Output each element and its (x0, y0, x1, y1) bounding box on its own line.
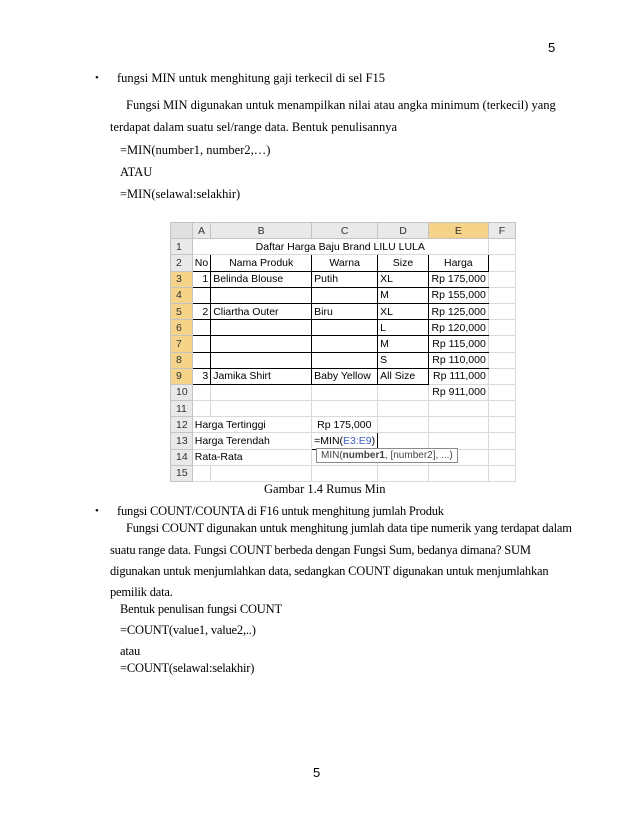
cell[interactable] (488, 465, 515, 481)
formula-cell[interactable] (312, 433, 378, 449)
sheet-row-1 (171, 239, 516, 255)
cell[interactable] (378, 433, 429, 449)
cell-harga[interactable]: Rp 115,000 (428, 336, 488, 352)
header-size[interactable]: Size (378, 255, 429, 271)
table-row (171, 271, 516, 287)
page-number-bottom: 5 (313, 765, 321, 780)
row-number[interactable]: 11 (171, 401, 193, 417)
table-row (171, 352, 516, 368)
cell-no[interactable]: 3 (192, 368, 210, 384)
select-all-corner[interactable] (171, 223, 193, 239)
sheet-row-12 (171, 417, 516, 433)
row-number[interactable]: 1 (171, 239, 193, 255)
cell-produk[interactable] (211, 336, 312, 352)
cell-no[interactable] (192, 352, 210, 368)
cell-produk[interactable] (211, 287, 312, 303)
cell[interactable] (211, 465, 312, 481)
cell-size[interactable]: M (378, 336, 429, 352)
cell-warna[interactable]: Putih (312, 271, 378, 287)
cell[interactable] (428, 433, 488, 449)
cell[interactable] (428, 465, 488, 481)
table-row (171, 303, 516, 319)
row-number[interactable]: 13 (171, 433, 193, 449)
cell[interactable] (378, 465, 429, 481)
cell-produk[interactable]: Cliartha Outer (211, 303, 312, 319)
cell[interactable] (428, 417, 488, 433)
section1-or: ATAU (120, 165, 153, 179)
row-number[interactable]: 5 (171, 303, 193, 319)
row-number[interactable]: 15 (171, 465, 193, 481)
bullet-icon: • (95, 505, 99, 517)
header-no[interactable]: No (192, 255, 210, 271)
cell-warna[interactable]: Baby Yellow (312, 368, 378, 384)
cell[interactable] (192, 465, 210, 481)
cell-no[interactable] (192, 336, 210, 352)
cell-size[interactable]: M (378, 287, 429, 303)
cell[interactable] (378, 384, 429, 400)
row-number[interactable]: 2 (171, 255, 193, 271)
cell[interactable] (211, 384, 312, 400)
cell[interactable] (192, 384, 210, 400)
cell-produk[interactable] (211, 352, 312, 368)
cell[interactable] (488, 239, 515, 255)
row-number[interactable]: 4 (171, 287, 193, 303)
column-header-row (171, 223, 516, 239)
total-harga[interactable]: Rp 911,000 (428, 384, 488, 400)
cell[interactable] (488, 384, 515, 400)
bullet-icon: • (95, 72, 99, 84)
sheet-row-13 (171, 433, 516, 449)
cell-warna[interactable] (312, 320, 378, 336)
sheet-row-15 (171, 465, 516, 481)
row-number[interactable]: 9 (171, 368, 193, 384)
cell[interactable] (428, 401, 488, 417)
table-row (171, 368, 516, 384)
cell-produk[interactable]: Jamika Shirt (211, 368, 312, 384)
cell[interactable] (488, 368, 515, 384)
cell-warna[interactable] (312, 287, 378, 303)
cell[interactable] (378, 401, 429, 417)
row-number[interactable]: 7 (171, 336, 193, 352)
cell-no[interactable]: 2 (192, 303, 210, 319)
cell[interactable] (488, 303, 515, 319)
cell[interactable] (312, 465, 378, 481)
sheet-row-10 (171, 384, 516, 400)
section1-syntax2: =MIN(selawal:selakhir) (120, 187, 241, 201)
section2-line1: Fungsi COUNT digunakan untuk menghitung jumlah data tipe numerik yang terdapat dalam (126, 521, 572, 535)
section2-heading: fungsi COUNT/COUNTA di F16 untuk menghitung jumlah Produk (117, 504, 444, 518)
cell[interactable] (488, 336, 515, 352)
column-header-b[interactable]: B (211, 223, 312, 239)
cell-size[interactable]: XL (378, 303, 429, 319)
row-number[interactable]: 10 (171, 384, 193, 400)
cell-harga[interactable]: Rp 155,000 (428, 287, 488, 303)
row-number[interactable]: 14 (171, 449, 193, 465)
column-header-c[interactable]: C (312, 223, 378, 239)
cell[interactable] (488, 417, 515, 433)
cell-harga[interactable]: Rp 120,000 (428, 320, 488, 336)
row-number[interactable]: 6 (171, 320, 193, 336)
cell-size[interactable]: S (378, 352, 429, 368)
column-header-d[interactable]: D (378, 223, 429, 239)
formula-prefix: =MIN( (314, 435, 344, 448)
section2-line4: pemilik data. (110, 585, 173, 599)
section1-line2: terdapat dalam suatu sel/range data. Bentuk penulisannya (110, 120, 398, 134)
table-row (171, 287, 516, 303)
row-number[interactable]: 8 (171, 352, 193, 368)
label-harga-tertinggi[interactable]: Harga Tertinggi (192, 417, 311, 433)
cell-size[interactable]: All Size (378, 368, 429, 384)
cell-harga[interactable]: Rp 175,000 (428, 271, 488, 287)
cell-warna[interactable] (312, 352, 378, 368)
cell[interactable] (312, 384, 378, 400)
section2-syntax2: =COUNT(selawal:selakhir) (120, 661, 255, 675)
cell-harga[interactable]: Rp 111,000 (428, 368, 488, 384)
section1-line1: Fungsi MIN digunakan untuk menampilkan nilai atau angka minimum (terkecil) yang (126, 98, 556, 112)
cell[interactable] (488, 255, 515, 271)
label-rata-rata[interactable]: Rata-Rata (192, 449, 311, 465)
label-harga-terendah[interactable]: Harga Terendah (192, 433, 311, 449)
section2-syntax1: =COUNT(value1, value2,..) (120, 623, 256, 637)
cell[interactable] (488, 320, 515, 336)
cell-size[interactable]: L (378, 320, 429, 336)
cell-warna[interactable] (312, 336, 378, 352)
column-header-a[interactable]: A (192, 223, 210, 239)
cell[interactable] (488, 401, 515, 417)
cell[interactable] (378, 417, 429, 433)
header-nama-produk[interactable]: Nama Produk (211, 255, 312, 271)
cell[interactable] (488, 449, 515, 465)
header-warna[interactable]: Warna (312, 255, 378, 271)
section2-or: atau (120, 644, 141, 658)
page-number-top: 5 (548, 40, 556, 55)
tooltip-fn: MIN( (321, 450, 343, 461)
cell-harga[interactable]: Rp 110,000 (428, 352, 488, 368)
cell-harga[interactable]: Rp 125,000 (428, 303, 488, 319)
table-row (171, 320, 516, 336)
formula-range-ref: E3:E9 (343, 435, 372, 448)
section2-line2: suatu range data. Fungsi COUNT berbeda dengan Fungsi Sum, bedanya dimana? SUM (110, 543, 531, 557)
cell[interactable] (192, 401, 210, 417)
tooltip-rest: , [number2], ...) (384, 450, 453, 461)
header-harga[interactable]: Harga (428, 255, 488, 271)
column-header-e[interactable]: E (428, 223, 488, 239)
tooltip-arg-active: number1 (342, 450, 385, 461)
section1-syntax1: =MIN(number1, number2,…) (120, 143, 271, 157)
section2-line3: digunakan untuk menjumlahkan data, sedangkan COUNT digunakan untuk menjumlahkan (110, 564, 549, 578)
section1-heading: fungsi MIN untuk menghitung gaji terkecil di sel F15 (117, 71, 386, 85)
cell-produk[interactable]: Belinda Blouse (211, 271, 312, 287)
row-number[interactable]: 3 (171, 271, 193, 287)
cell-size[interactable]: XL (378, 271, 429, 287)
cell-no[interactable]: 1 (192, 271, 210, 287)
sheet-row-2 (171, 255, 516, 271)
cell[interactable] (312, 401, 378, 417)
cell[interactable] (488, 287, 515, 303)
cell[interactable] (488, 352, 515, 368)
section2-line5: Bentuk penulisan fungsi COUNT (120, 602, 282, 616)
sheet-title[interactable]: Daftar Harga Baju Brand LILU LULA (192, 239, 488, 255)
cell-no[interactable] (192, 320, 210, 336)
spreadsheet-screenshot (170, 222, 516, 480)
cell[interactable] (211, 401, 312, 417)
sheet-row-11 (171, 401, 516, 417)
cell-no[interactable] (192, 287, 210, 303)
table-row (171, 336, 516, 352)
function-tooltip (316, 448, 458, 463)
cell[interactable] (488, 433, 515, 449)
row-number[interactable]: 12 (171, 417, 193, 433)
figure-caption: Gambar 1.4 Rumus Min (264, 482, 386, 496)
value-harga-tertinggi[interactable]: Rp 175,000 (312, 417, 378, 433)
cell-warna[interactable]: Biru (312, 303, 378, 319)
cell[interactable] (488, 271, 515, 287)
column-header-f[interactable]: F (488, 223, 515, 239)
formula-suffix: ) (371, 435, 376, 448)
cell-produk[interactable] (211, 320, 312, 336)
